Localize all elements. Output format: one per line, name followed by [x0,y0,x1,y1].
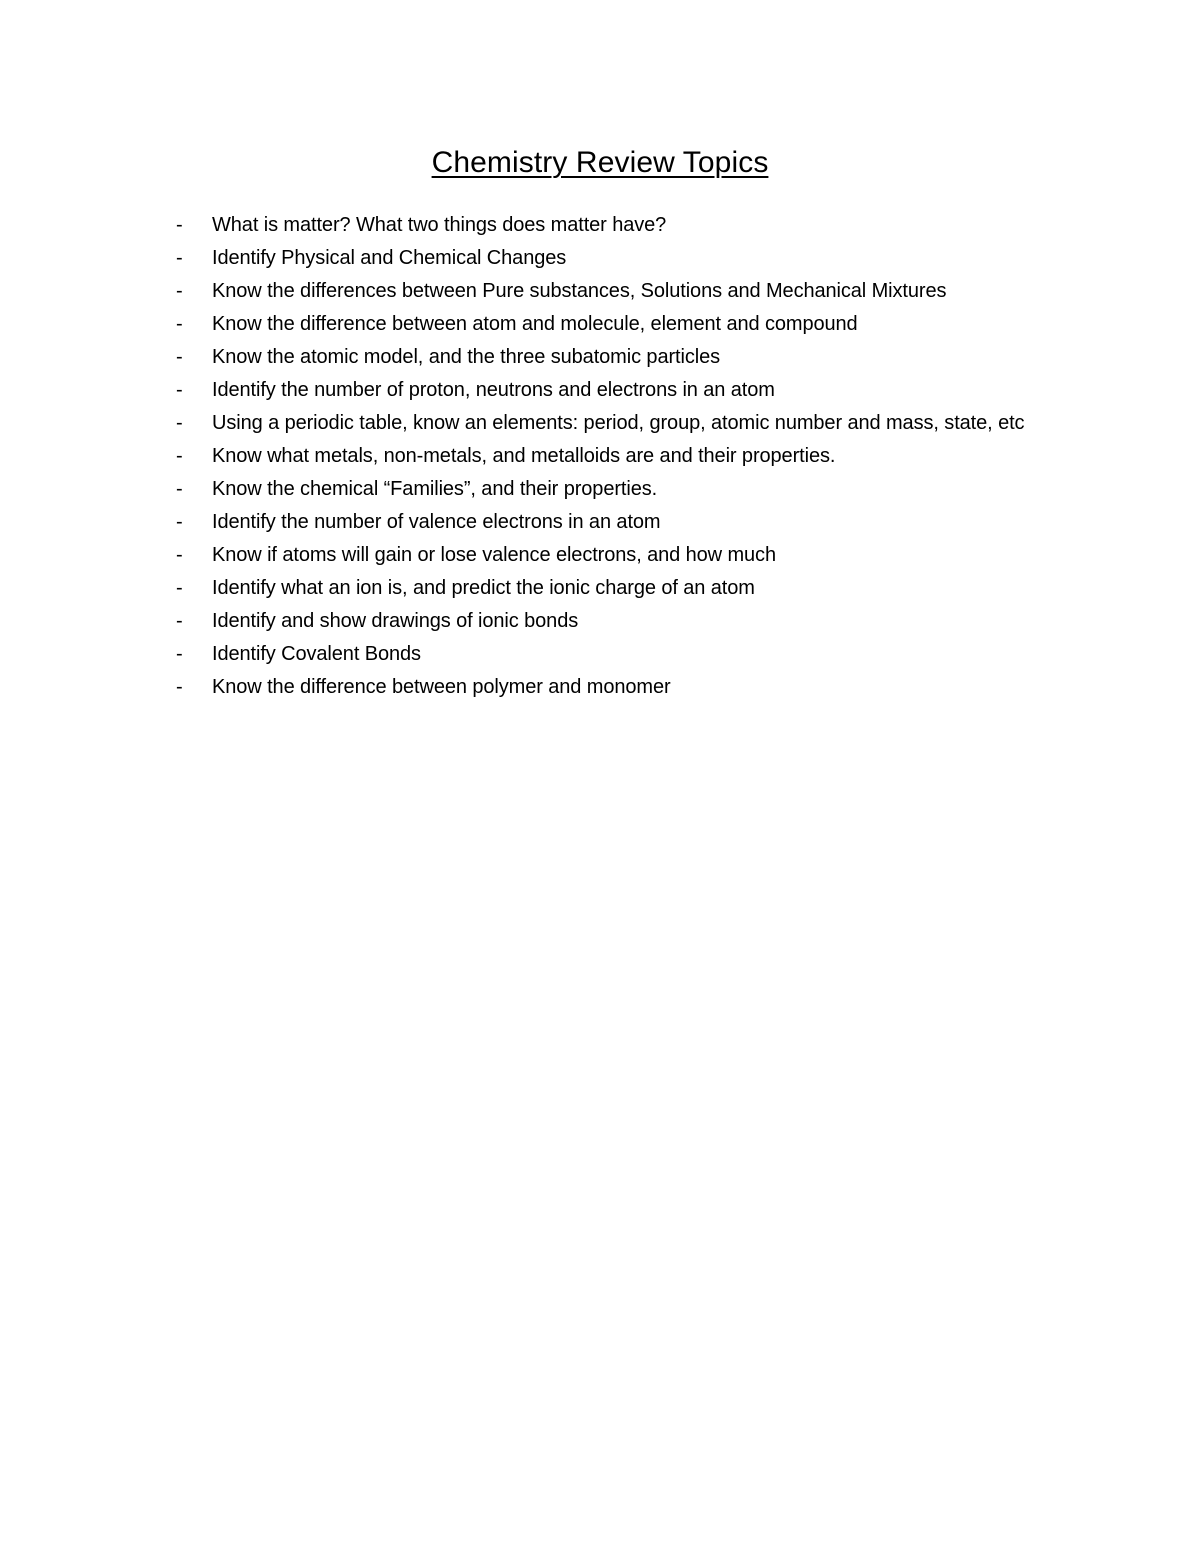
list-item [172,209,1032,242]
topic-text: Identify the number of proton, neutrons and electrons in an atom [212,379,775,401]
list-item [172,539,1032,572]
list-item [172,308,1032,341]
bullet-dash: - [176,280,183,302]
list-item [172,506,1032,539]
list-item [172,638,1032,671]
bullet-dash: - [176,445,183,467]
topic-text: Identify and show drawings of ionic bonds [212,610,579,632]
bullet-dash: - [176,346,183,368]
list-item [172,275,1032,308]
list-item [172,374,1032,407]
bullet-dash: - [176,412,183,434]
topic-text: Identify the number of valence electrons in an atom [212,511,661,533]
topic-text: What is matter? What two things does matter have? [212,214,667,236]
list-item [172,572,1032,605]
list-item [172,242,1032,275]
topic-text: Identify Covalent Bonds [212,643,421,665]
bullet-dash: - [176,577,183,599]
list-item [172,341,1032,374]
topic-text: Know the difference between atom and molecule, element and compound [212,313,858,335]
topic-text: Know the chemical “Families”, and their properties. [212,478,658,500]
list-item [172,671,1032,704]
list-item [172,473,1032,506]
topic-text: Using a periodic table, know an elements: period, group, atomic number and mass, state, etc [212,412,1025,434]
bullet-dash: - [176,247,183,269]
bullet-dash: - [176,313,183,335]
bullet-dash: - [176,544,183,566]
bullet-dash: - [176,676,183,698]
topic-list [172,209,1032,704]
page-title: Chemistry Review Topics [431,146,769,179]
list-item [172,605,1032,638]
topic-text: Identify what an ion is, and predict the ionic charge of an atom [212,577,755,599]
topic-text: Know the difference between polymer and monomer [212,676,671,698]
bullet-dash: - [176,478,183,500]
bullet-dash: - [176,214,183,236]
bullet-dash: - [176,610,183,632]
topic-text: Know the differences between Pure substances, Solutions and Mechanical Mixtures [212,280,947,302]
list-item [172,440,1032,473]
topic-text: Know if atoms will gain or lose valence electrons, and how much [212,544,776,566]
bullet-dash: - [176,643,183,665]
topic-text: Identify Physical and Chemical Changes [212,247,567,269]
bullet-dash: - [176,379,183,401]
topic-text: Know what metals, non-metals, and metalloids are and their properties. [212,445,836,467]
bullet-dash: - [176,511,183,533]
topic-text: Know the atomic model, and the three subatomic particles [212,346,721,368]
list-item [172,407,1032,440]
